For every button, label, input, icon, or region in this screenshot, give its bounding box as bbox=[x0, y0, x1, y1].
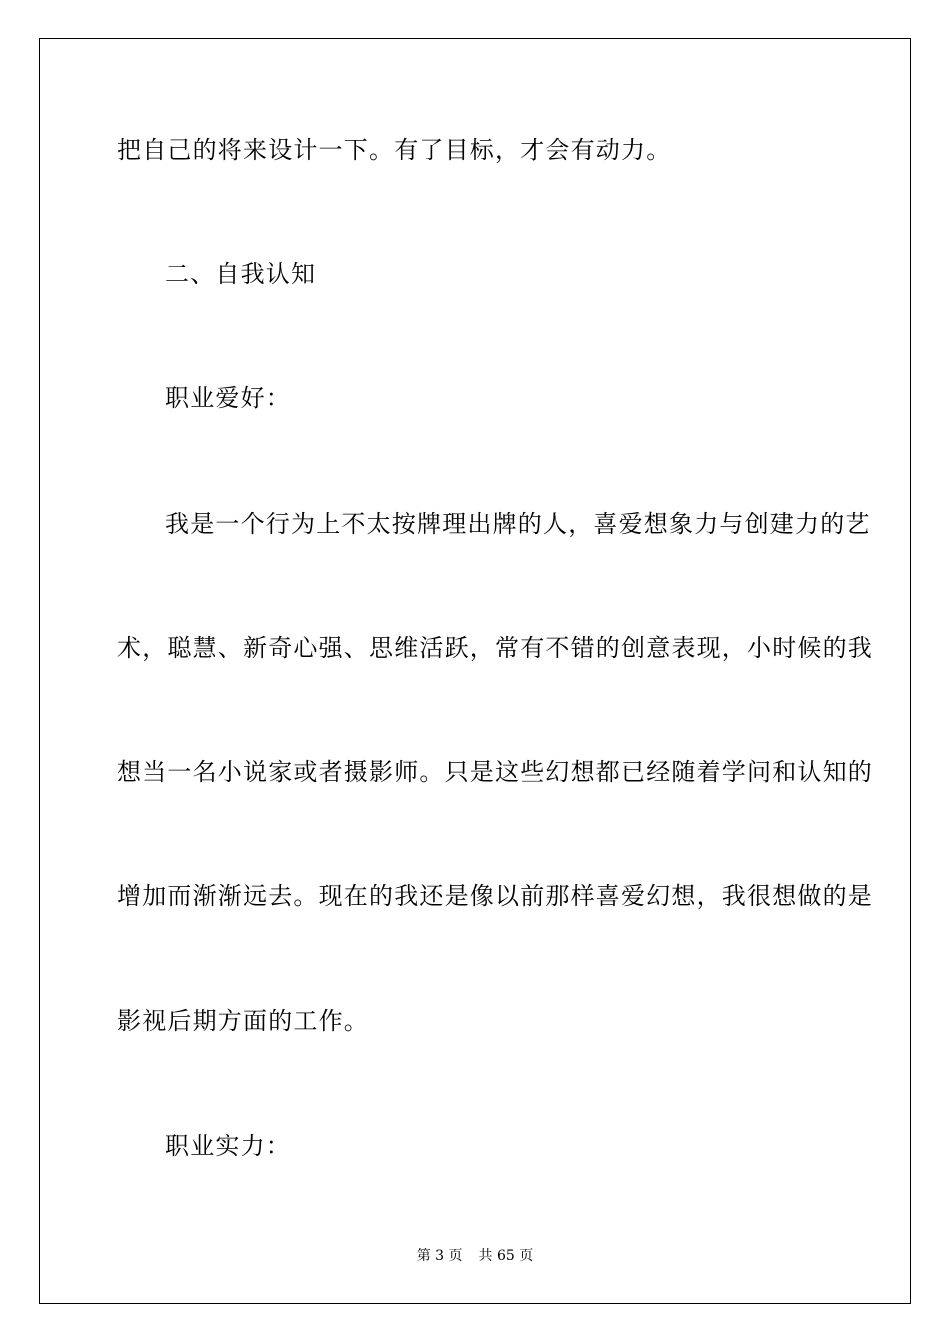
total-pages: 共 65 页 bbox=[478, 1248, 534, 1264]
subheading-career-ability: 职业实力： bbox=[165, 1132, 291, 1160]
paragraph-line-1: 我是一个行为上不太按牌理出牌的人，喜爱想象力与创建力的艺 bbox=[165, 510, 871, 538]
paragraph-line-continuation: 把自己的将来设计一下。有了目标，才会有动力。 bbox=[117, 136, 672, 164]
page-number: 第 3 页 bbox=[416, 1248, 463, 1264]
page-border bbox=[39, 38, 911, 1304]
paragraph-line-3: 想当一名小说家或者摄影师。只是这些幻想都已经随着学问和认知的 bbox=[117, 758, 873, 786]
paragraph-line-4: 增加而渐渐远去。现在的我还是像以前那样喜爱幻想，我很想做的是 bbox=[117, 882, 873, 910]
page-footer bbox=[0, 1247, 950, 1265]
paragraph-line-5: 影视后期方面的工作。 bbox=[117, 1007, 369, 1035]
subheading-career-interests: 职业爱好： bbox=[165, 384, 291, 412]
paragraph-line-2: 术，聪慧、新奇心强、思维活跃，常有不错的创意表现，小时候的我 bbox=[117, 634, 873, 662]
section-heading-self-awareness: 二、自我认知 bbox=[165, 260, 317, 288]
